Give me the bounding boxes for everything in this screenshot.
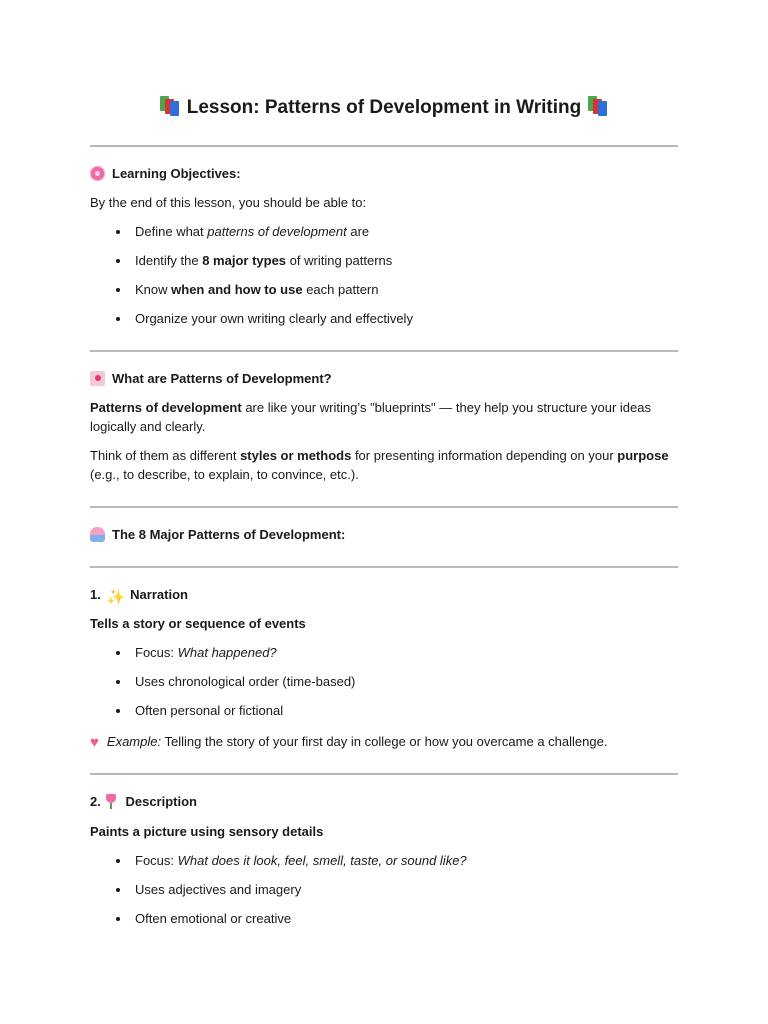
flower-icon [90,166,105,181]
divider [90,350,678,352]
title-text: Lesson: Patterns of Development in Writing [186,97,582,118]
heart-icon: ♥ [90,734,99,751]
tulip-icon [104,794,118,809]
paragraph-line: (e.g., to describe, to explain, to convince, etc.). [90,467,359,482]
divider [90,145,678,147]
bullet [116,859,120,863]
paragraph: Think of them as different styles or methods for presenting information depending on your purpose [90,448,669,463]
lesson-title [0,94,768,122]
sparkles-icon: ✨ [106,589,126,606]
bullet [116,651,120,655]
paragraph-line: logically and clearly. [90,419,206,434]
document-page: Lesson: Patterns of Development in Writing Learning Objectives: By the end of this lesson, you should be able to: Define what patterns of development are Identify the 8 major types of writing patterns Know when and how to use each pattern Organize your own writing clearly and effectively What are Patterns of Development? Patterns of development are like your writing’s "blueprints" — they help you structure your ideas logically and clearly. Think of them as different styles or methods for presenting information depending on your purpose (e.g., to describe, to explain, to convince, etc.). The 8 Major Patterns of Development: 1. ✨ Narration Tells a story or sequence of events Focus: What happened? Uses chronological order (time-based) Often personal or fictional ♥ Example: Telling the story of your first day in college or how you overcame a challenge. 2. Description Paints a picture using sensory details Focus: What does it look, feel, smell, taste, or sound like? Uses adjectives and imagery Often emotional or creative [0,0,768,1024]
paragraph: Patterns of development are like your writing’s "blueprints" — they help you structure your ideas [90,400,651,415]
narration-heading: 1. ✨ Narration [90,587,188,606]
bullet [116,259,120,263]
bullet [116,709,120,713]
narration-subheading: Tells a story or sequence of events [90,616,306,631]
narration-example: ♥ Example: Telling the story of your first day in college or how you overcame a challenge. [90,734,608,751]
description-heading: 2. Description [90,794,197,809]
bullet [116,917,120,921]
major-patterns-heading: The 8 Major Patterns of Development: [90,525,345,544]
divider [90,566,678,568]
bullet [116,680,120,684]
bullet [116,288,120,292]
description-subheading: Paints a picture using sensory details [90,824,324,839]
bullet [116,317,120,321]
love-letter-icon [90,371,105,386]
what-are-heading: What are Patterns of Development? [90,369,332,388]
cupcake-icon [90,527,105,542]
books-icon [159,96,181,116]
divider [90,773,678,775]
objectives-heading: Learning Objectives: [90,164,241,183]
bullet [116,888,120,892]
books-icon [587,96,609,116]
bullet [116,230,120,234]
objectives-intro: By the end of this lesson, you should be able to: [90,195,367,210]
divider [90,506,678,508]
